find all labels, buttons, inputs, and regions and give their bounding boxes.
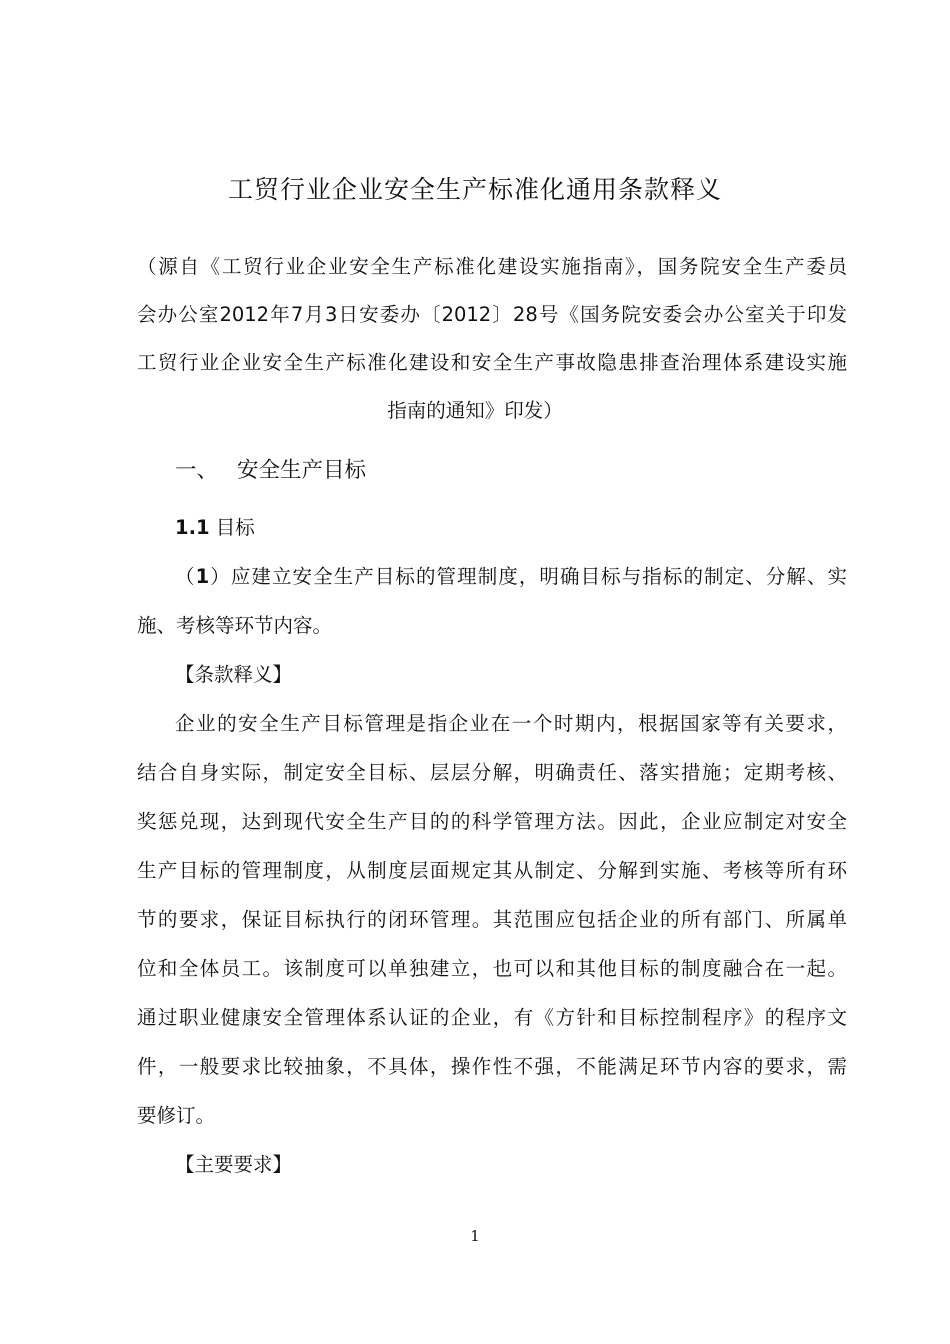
clause-item-line: （1）应建立安全生产目标的管理制度，明确目标与指标的制定、分解、实 [175, 565, 847, 588]
interpretation-line: 位和全体员工。该制度可以单独建立，也可以和其他目标的制度融合在一起。 [137, 957, 847, 980]
source-note-line: （源自《工贸行业企业安全生产标准化建设实施指南》，国务院安全生产委员 [137, 255, 847, 278]
source-note-line: 工贸行业企业安全生产标准化建设和安全生产事故隐患排查治理体系建设实施 [137, 351, 847, 374]
interpretation-line: 企业的安全生产目标管理是指企业在一个时期内，根据国家等有关要求， [175, 712, 847, 735]
source-note-line: 会办公室2012年7月3日安委办〔2012〕28号《国务院安委会办公室关于印发 [137, 303, 847, 326]
requirements-heading: 【主要要求】 [175, 1153, 293, 1176]
section-number: 一、 [175, 458, 219, 483]
interpretation-line: 要修订。 [137, 1104, 216, 1127]
document-title: 工贸行业企业安全生产标准化通用条款释义 [227, 175, 722, 204]
source-note-line: 指南的通知》印发） [387, 399, 563, 422]
section-heading [175, 449, 366, 493]
interpretation-line: 通过职业健康安全管理体系认证的企业，有《方针和目标控制程序》的程序文 [137, 1006, 847, 1029]
interpretation-line: 生产目标的管理制度，从制度层面规定其从制定、分解到实施、考核等所有环 [137, 859, 847, 882]
subsection-heading [175, 508, 847, 548]
clause-item-number: 1 [195, 565, 210, 588]
page-number: 1 [470, 1227, 480, 1245]
subsection-title: 目标 [215, 516, 255, 539]
interpretation-line: 奖惩兑现，达到现代安全生产目的的科学管理方法。因此，企业应制定对安全 [137, 810, 847, 833]
section-title: 安全生产目标 [237, 458, 367, 483]
subsection-number: 1.1 [175, 516, 210, 539]
interpretation-line: 结合自身实际，制定安全目标、层层分解，明确责任、落实措施；定期考核、 [137, 761, 847, 784]
interpretation-line: 件，一般要求比较抽象，不具体，操作性不强，不能满足环节内容的要求，需 [137, 1055, 847, 1078]
interpretation-line: 节的要求，保证目标执行的闭环管理。其范围应包括企业的所有部门、所属单 [137, 908, 847, 931]
interpretation-heading: 【条款释义】 [175, 663, 293, 686]
clause-item-line: 施、考核等环节内容。 [137, 614, 333, 637]
